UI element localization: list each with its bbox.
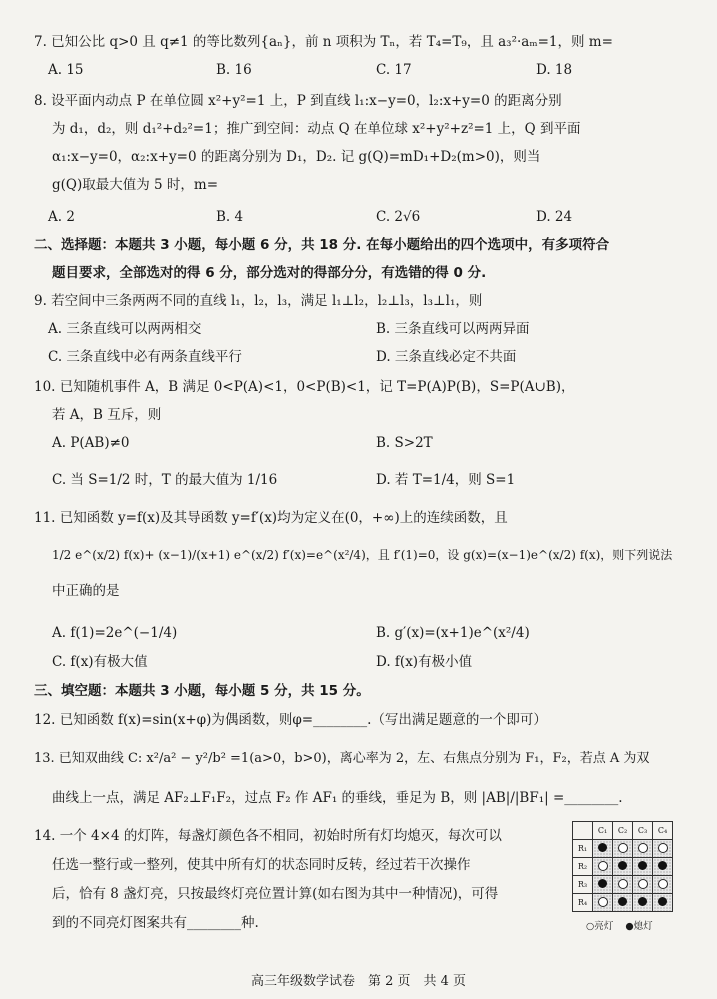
col-header-2: C₂: [613, 822, 633, 840]
lamp-on-icon: [598, 861, 608, 871]
q9-option-c: C. 三条直线中必有两条直线平行: [48, 349, 242, 365]
q10-option-d: D. 若 T=1/4，则 S=1: [376, 472, 516, 488]
lamp-on-icon: [618, 843, 628, 853]
section-2-heading: 二、选择题：本题共 3 小题，每小题 6 分，共 18 分. 在每小题给出的四个选项中，有多项符合: [34, 237, 610, 253]
q10-option-c: C. 当 S=1/2 时，T 的最大值为 1/16: [52, 472, 278, 488]
q10-option-a: A. P(AB)≠0: [52, 435, 130, 451]
lamp-cell: [613, 858, 633, 876]
lamp-cell: [593, 876, 613, 894]
lamp-off-icon: [658, 897, 667, 906]
lamp-on-icon: [658, 879, 668, 889]
lamp-legend: [586, 918, 653, 932]
lamp-off-icon: [638, 897, 647, 906]
q8-option-c: C. 2√6: [376, 209, 421, 225]
col-header-3: C₃: [633, 822, 653, 840]
lamp-cell: [633, 876, 653, 894]
q7-option-b: B. 16: [216, 62, 252, 78]
lamp-cell: [613, 840, 633, 858]
row-header-2: R₂: [573, 858, 593, 876]
question-8-line-1: 8. 设平面内动点 P 在单位圆 x²+y²=1 上，P 到直线 l₁:x−y=0，l₂:x+y=0 的距离分别: [34, 93, 562, 109]
question-14-line-3: 后，恰有 8 盏灯亮，只按最终灯亮位置计算(如右图为其中一种情况)，可得: [52, 886, 499, 902]
question-14-line-1: 14. 一个 4×4 的灯阵，每盏灯颜色各不相同，初始时所有灯均熄灭，每次可以: [34, 828, 502, 844]
lamp-cell: [633, 840, 653, 858]
lamp-on-icon: [638, 879, 648, 889]
question-9: 9. 若空间中三条两两不同的直线 l₁，l₂，l₃，满足 l₁⊥l₂，l₂⊥l₃，l₃⊥l₁，则: [34, 293, 483, 309]
row-header-3: R₃: [573, 876, 593, 894]
legend-off: ●熄灯: [625, 921, 653, 932]
lamp-off-icon: [618, 897, 627, 906]
lamp-cell: [593, 858, 613, 876]
lamp-on-icon: [598, 897, 608, 907]
q11-option-c: C. f(x)有极大值: [52, 654, 148, 670]
lamp-cell: [633, 894, 653, 912]
lamp-cell: [653, 876, 673, 894]
section-3-heading: 三、填空题：本题共 3 小题，每小题 5 分，共 15 分。: [34, 683, 370, 699]
q8-option-b: B. 4: [216, 209, 244, 225]
question-10-line-2: 若 A，B 互斥，则: [52, 407, 162, 423]
question-11-line-2: 1/2 e^(x/2) f(x)+ (x−1)/(x+1) e^(x/2) f′(x)=e^(x²/4)，且 f′(1)=0，设 g(x)=(x−1)e^(x/2) f(x)，则下列说法: [52, 548, 673, 562]
lamp-cell: [593, 840, 613, 858]
lamp-grid: [572, 821, 673, 912]
lamp-off-icon: [598, 843, 607, 852]
lamp-off-icon: [638, 861, 647, 870]
legend-on: ○亮灯: [586, 921, 614, 932]
lamp-off-icon: [658, 861, 667, 870]
question-8-line-3: α₁:x−y=0，α₂:x+y=0 的距离分别为 D₁，D₂. 记 g(Q)=mD₁+D₂(m>0)，则当: [52, 149, 541, 165]
lamp-cell: [613, 876, 633, 894]
question-10-line-1: 10. 已知随机事件 A，B 满足 0<P(A)<1，0<P(B)<1，记 T=P(A)P(B)，S=P(A∪B)，: [34, 379, 575, 395]
question-13-line-2: 曲线上一点，满足 AF₂⊥F₁F₂，过点 F₂ 作 AF₁ 的垂线，垂足为 B，则 |AB|/|BF₁| =________.: [52, 790, 623, 806]
lamp-cell: [653, 858, 673, 876]
lamp-on-icon: [638, 843, 648, 853]
question-7: 7. 已知公比 q>0 且 q≠1 的等比数列{aₙ}，前 n 项积为 Tₙ，若 T₄=T₉，且 a₃²·aₘ=1，则 m=: [34, 34, 613, 50]
row-header-1: R₁: [573, 840, 593, 858]
page-footer: 高三年级数学试卷 第 2 页 共 4 页: [250, 974, 467, 989]
question-8-line-4: g(Q)取最大值为 5 时，m=: [52, 177, 219, 193]
lamp-cell: [653, 894, 673, 912]
q7-option-d: D. 18: [536, 62, 573, 78]
lamp-cell: [633, 858, 653, 876]
section-2-heading-line-2: 题目要求，全部选对的得 6 分，部分选对的得部分分，有选错的得 0 分.: [52, 265, 487, 281]
q11-option-a: A. f(1)=2e^(−1/4): [52, 625, 178, 641]
q7-option-c: C. 17: [376, 62, 412, 78]
lamp-on-icon: [658, 843, 668, 853]
question-8-line-2: 为 d₁，d₂，则 d₁²+d₂²=1；推广到空间：动点 Q 在单位球 x²+y²+z²=1 上，Q 到平面: [52, 121, 581, 137]
question-11-line-1: 11. 已知函数 y=f(x)及其导函数 y=f′(x)均为定义在(0，+∞)上的连续函数，且: [34, 510, 508, 526]
lamp-cell: [593, 894, 613, 912]
lamp-grid-figure: [572, 821, 673, 912]
q10-option-b: B. S>2T: [376, 435, 433, 451]
question-13-line-1: 13. 已知双曲线 C: x²/a² − y²/b² =1(a>0，b>0)，离心率为 2，左、右焦点分别为 F₁，F₂，若点 A 为双: [34, 751, 650, 766]
q7-option-a: A. 15: [48, 62, 84, 78]
lamp-off-icon: [618, 861, 627, 870]
lamp-cell: [613, 894, 633, 912]
question-14-line-4: 到的不同亮灯图案共有________种.: [52, 915, 259, 931]
lamp-cell: [653, 840, 673, 858]
col-header-1: C₁: [593, 822, 613, 840]
question-14-line-2: 任选一整行或一整列，使其中所有灯的状态同时反转，经过若干次操作: [52, 857, 471, 873]
q8-option-a: A. 2: [48, 209, 75, 225]
row-header-4: R₄: [573, 894, 593, 912]
lamp-on-icon: [618, 879, 628, 889]
lamp-off-icon: [598, 879, 607, 888]
col-header-4: C₄: [653, 822, 673, 840]
q9-option-a: A. 三条直线可以两两相交: [48, 321, 202, 337]
question-11-line-3: 中正确的是: [52, 583, 120, 599]
question-12: 12. 已知函数 f(x)=sin(x+φ)为偶函数，则φ=________.（写出满足题意的一个即可）: [34, 712, 547, 728]
q9-option-d: D. 三条直线必定不共面: [376, 349, 517, 365]
q9-option-b: B. 三条直线可以两两异面: [376, 321, 530, 337]
q11-option-d: D. f(x)有极小值: [376, 654, 473, 670]
q11-option-b: B. g′(x)=(x+1)e^(x²/4): [376, 625, 530, 641]
q8-option-d: D. 24: [536, 209, 573, 225]
